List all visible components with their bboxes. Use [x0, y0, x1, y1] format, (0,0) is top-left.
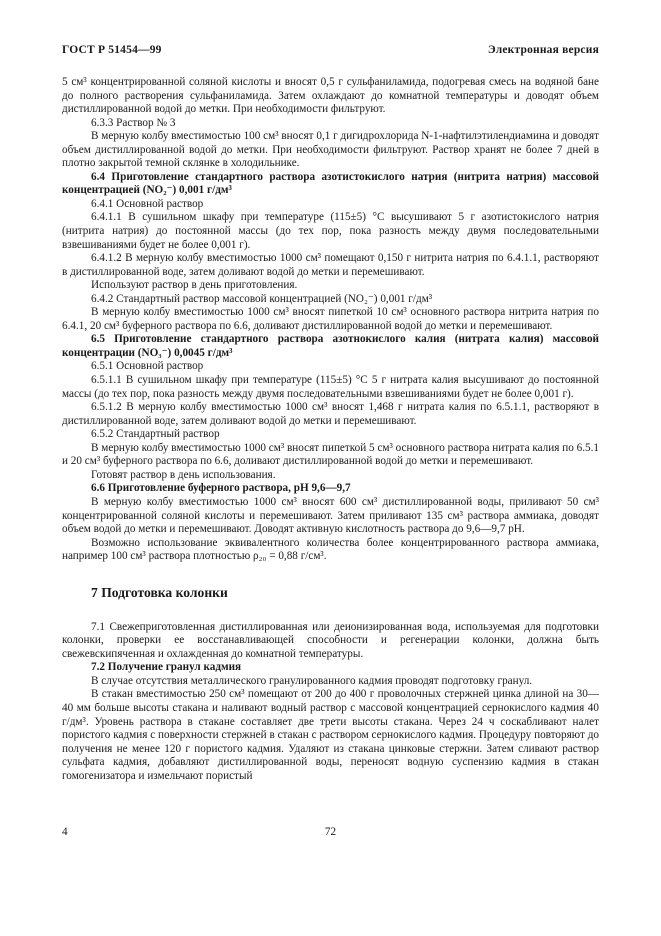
section-heading: 6.6 Приготовление буферного раствора, pH 9,6—9,7 [91, 482, 351, 495]
item-heading: 6.5.2 Стандартный раствор [91, 428, 220, 441]
paragraph: Возможно использование эквивалентного количества более концентрированного раствора аммиака, например 100 см³ раствора плотностью ρ₂₀ = 0,88 г/см³. [62, 536, 599, 563]
chapter-heading: 7 Подготовка колонки [91, 584, 228, 600]
paragraph: В мерную колбу вместимостью 1000 см³ вносят пипеткой 10 см³ основного раствора нитрита натрия по 6.4.1, 20 см³ буферного раствора по 6.6, доливают дистиллированной водой до метки и перемешивают. [62, 306, 599, 332]
paragraph: 6.5.1.2 В мерную колбу вместимостью 1000 см³ вносят 1,468 г нитрата калия по 6.5.1.1, растворяют в дистиллированной воде, затем доливают водой до метки и перемешивают. [62, 401, 599, 427]
item-heading: 6.4.1 Основной раствор [91, 197, 204, 210]
paragraph: 6.5.1.1 В сушильном шкафу при температуре (115±5) °С 5 г нитрата калия высушивают до постоянной массы (до тех пор, пока разность между двумя последовательными взвешиваниями будет не более 0,001 г). [62, 374, 599, 400]
item-heading: 6.5.1 Основной раствор [91, 360, 204, 373]
page-number-center: 72 [324, 826, 337, 838]
paragraph: В случае отсутствия металлического гранулированного кадмия проводят подготовку гранул. [91, 674, 533, 687]
section-heading: 7.2 Получение гранул кадмия [91, 661, 242, 674]
item-heading: 6.3.3 Раствор № 3 [91, 116, 176, 129]
paragraph: 6.4.1.1 В сушильном шкафу при температуре (115±5) °С высушивают 5 г азотистокислого натрия (нитрита натрия) до постоянной массы (до тех пор, пока разность между двумя последовательными взвешиваниями будет не более 0,001 г). [62, 211, 599, 251]
item-heading: 6.4.2 Стандартный раствор массовой концентрацией (NO₂⁻) 0,001 г/дм³ [91, 292, 433, 305]
page-number-left: 4 [62, 826, 68, 838]
paragraph: В мерную колбу вместимостью 1000 см³ вносят пипеткой 5 см³ основного раствора нитрата калия по 6.5.1 и 20 см³ буферного раствора по 6.6, доливают дистиллированной водой до метки и перемешивают. [62, 441, 599, 468]
paragraph: В мерную колбу вместимостью 100 см³ вносят 0,1 г дигидрохлорида N-1-нафтилэтилендиамина и доводят объем дистиллированной водой до метки. При необходимости фильтруют. Раствор хранят не более 7 дней в плотно закрытой темной склянке в холодильнике. [62, 130, 599, 170]
paragraph: В мерную колбу вместимостью 1000 см³ вносят 600 см³ дистиллированной воды, приливают 50 см³ концентрированной соляной кислоты и перемешивают. Затем приливают 135 см³ раствора аммиака, доводят объем водой до метки и перемешивают. Доводят активную кислотность раствора до 9,6—9,7 pH. [62, 495, 599, 536]
paragraph: Используют раствор в день приготовления. [91, 279, 298, 292]
paragraph: 5 см³ концентрированной соляной кислоты и вносят 0,5 г сульфаниламида, подогревая смесь на водяной бане до полного растворения сульфаниламида. Затем охлаждают до комнатной температуры и доводят объем дистиллированной водой до метки. При необходимости фильтруют. [62, 76, 599, 116]
section-heading: 6.4 Приготовление стандартного раствора азотистокислого натрия (нитрита натрия) массовой концентрацией (NO₂⁻) 0,001 г/дм³ [62, 170, 599, 197]
document-body [62, 76, 599, 783]
paragraph: Готовят раствор в день использования. [91, 468, 276, 481]
standard-number: ГОСТ Р 51454—99 [62, 44, 162, 56]
section-heading: 6.5 Приготовление стандартного раствора азотнокислого калия (нитрата калия) массовой концентрации (NO₃⁻) 0,0045 г/дм³ [62, 333, 599, 359]
paragraph: В стакан вместимостью 250 см³ помещают от 200 до 400 г проволочных стержней цинка длиной на 30—40 мм больше высоты стакана и наливают водный раствор с массовой концентрацией сернокислого кадмия 40 г/дм³. Уровень раствора в стакане составляет две трети высоты стакана. Через 24 ч соскабливают налет пористого кадмия с поверхности стержней в стакан с раствором сернокислого кадмия. Процедуру повторяют до получения не менее 120 г пористого кадмия. Удаляют из стакана цинковые стержни. Затем сливают раствор сульфата кадмия, добавляют дистиллированной воды, переносят водную суспензию кадмия в стакан гомогенизатора и измельчают пористый [62, 688, 599, 782]
paragraph: 7.1 Свежеприготовленная дистиллированная или деионизированная вода, используемая для подготовки колонки, проверки ее восстанавливающей способности и регенерации колонки, должна быть свежевскипяченная и охлажденная до комнатной температуры. [62, 620, 599, 660]
paragraph: 6.4.1.2 В мерную колбу вместимостью 1000 см³ помещают 0,150 г нитрита натрия по 6.4.1.1, растворяют в дистиллированной воде, затем доливают водой до метки и перемешивают. [62, 252, 599, 278]
edition-label: Электронная версия [487, 44, 599, 56]
